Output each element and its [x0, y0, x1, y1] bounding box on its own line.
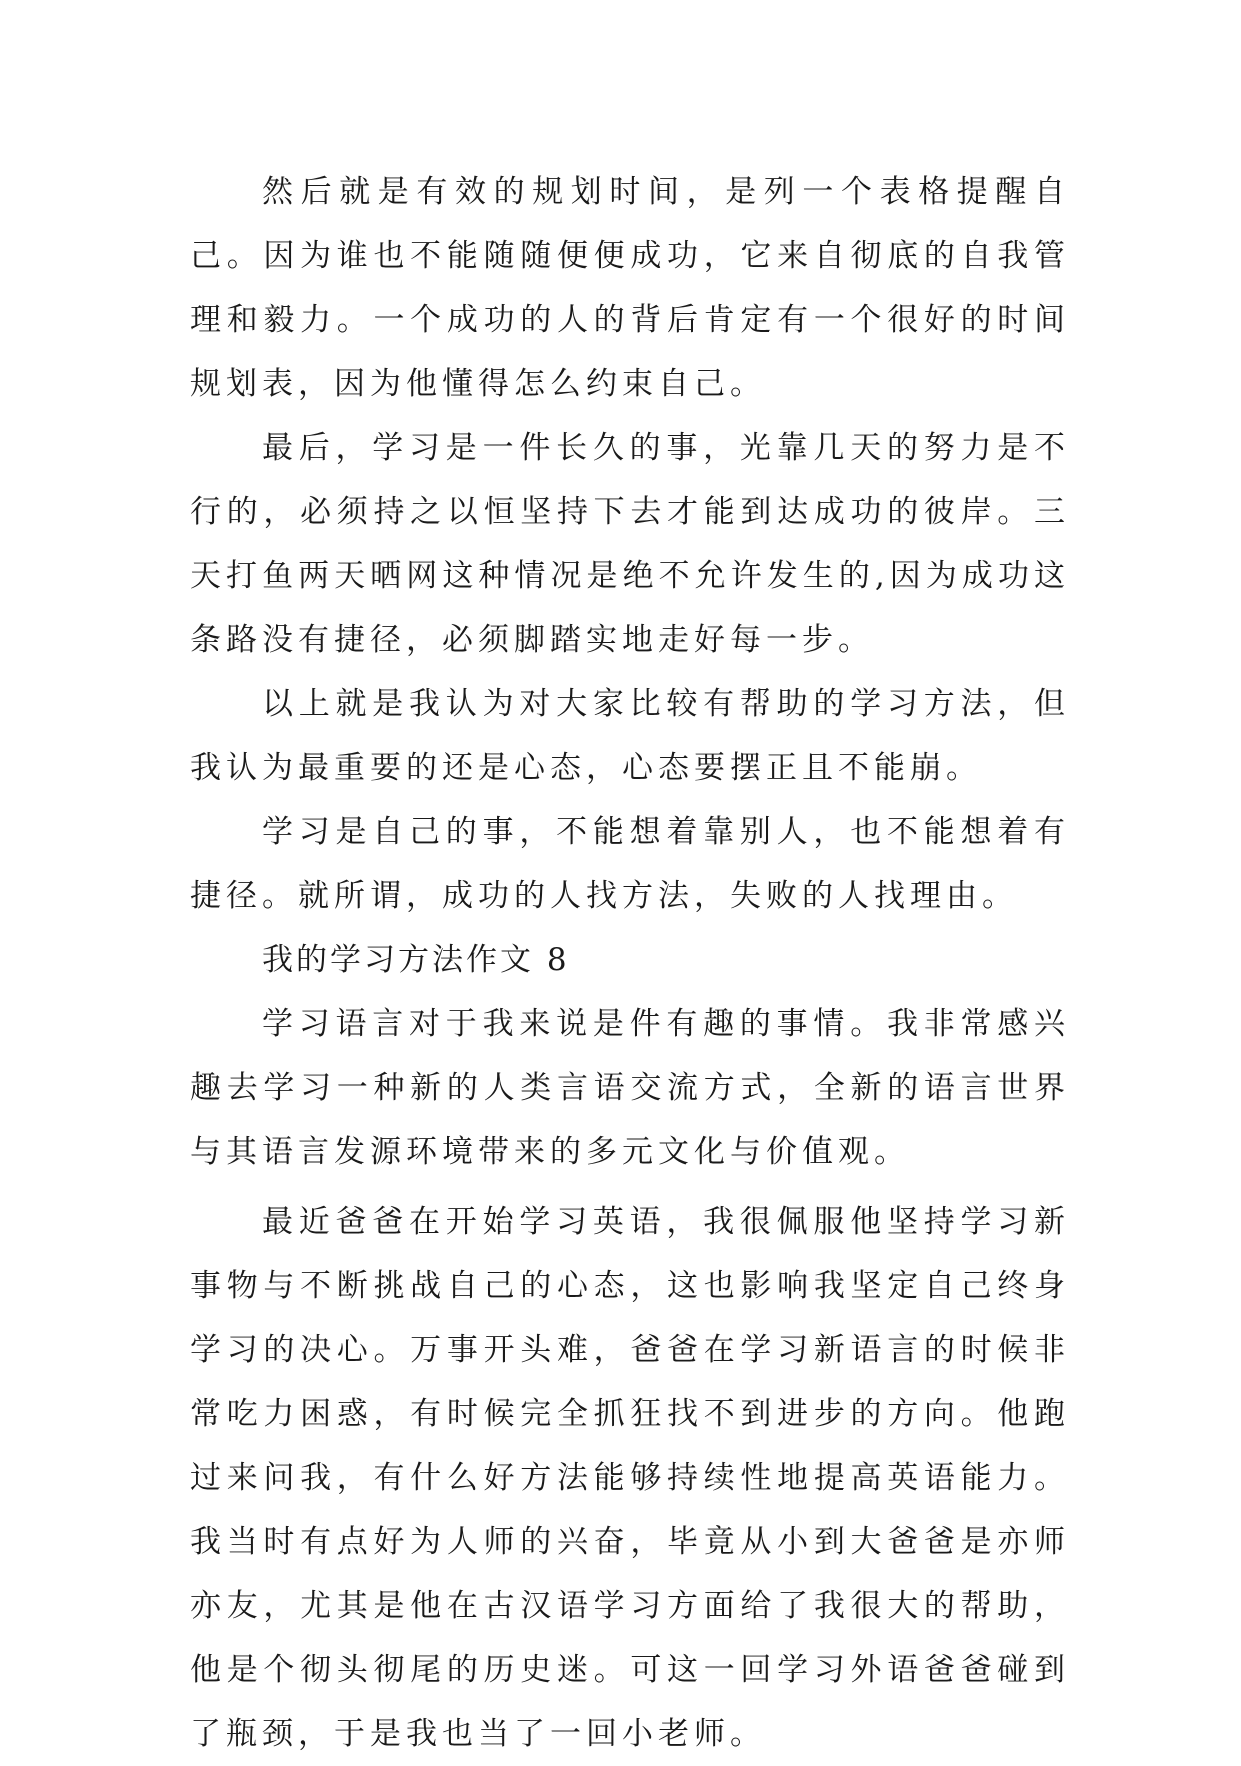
section-heading: 我的学习方法作文 8 — [262, 942, 570, 978]
paragraph-time-planning: 然后就是有效的规划时间，是列一个表格提醒自己。因为谁也不能随随便便成功，它来自彻底的自我管理和毅力。一个成功的人的背后肯定有一个很好的时间规划表，因为他懂得怎么约束自己。 — [190, 174, 1070, 402]
paragraph-language-interest: 学习语言对于我来说是件有趣的事情。我非常感兴趣去学习一种新的人类言语交流方式，全新的语言世界与其语言发源环境带来的多元文化与价值观。 — [190, 1006, 1070, 1170]
paragraph-father-english: 最近爸爸在开始学习英语，我很佩服他坚持学习新事物与不断挑战自己的心态，这也影响我坚定自己终身学习的决心。万事开头难，爸爸在学习新语言的时候非常吃力困惑，有时候完全抓狂找不到进步的方向。他跑过来问我，有什么好方法能够持续性地提高英语能力。我当时有点好为人师的兴奋，毕竟从小到大爸爸是亦师亦友，尤其是他在古汉语学习方面给了我很大的帮助，他是个彻头彻尾的历史迷。可这一回学习外语爸爸碰到了瓶颈，于是我也当了一回小老师。 — [190, 1204, 1070, 1752]
paragraph-own-responsibility: 学习是自己的事，不能想着靠别人，也不能想着有捷径。就所谓，成功的人找方法，失败的人找理由。 — [190, 814, 1070, 914]
paragraph-perseverance: 最后，学习是一件长久的事，光靠几天的努力是不行的，必须持之以恒坚持下去才能到达成功的彼岸。三天打鱼两天晒网这种情况是绝不允许发生的,因为成功这条路没有捷径，必须脚踏实地走好每一步。 — [190, 430, 1070, 658]
document-body — [190, 160, 1070, 1766]
paragraph-mindset: 以上就是我认为对大家比较有帮助的学习方法，但我认为最重要的还是心态，心态要摆正且不能崩。 — [190, 686, 1070, 786]
